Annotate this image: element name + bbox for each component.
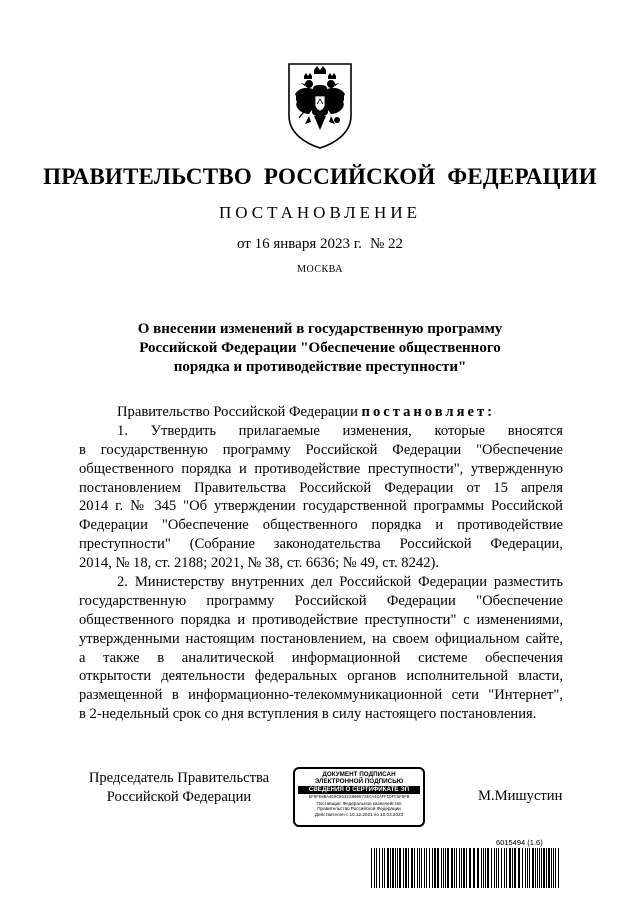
signatory-position [79, 769, 279, 807]
stamp-owner: Правительство Российской Федерации [317, 806, 401, 812]
heading-line: О внесении изменений в государственную программу [137, 321, 503, 337]
document-code: 6015494 (1.6) [496, 838, 543, 847]
paragraph-2-line: открытости деятельности федеральных органов исполнительной власти, [79, 668, 563, 685]
paragraph-2-line: в 2-недельный срок со дня вступления в силу настоящего постановления. [79, 706, 537, 723]
paragraph-2-line: а также в аналитической информационной системе обеспечения [79, 649, 563, 666]
coat-of-arms-emblem [285, 60, 355, 150]
paragraph-2-line: утвержденными настоящим постановлением, на своем официальном сайте, [79, 630, 563, 647]
double-headed-eagle-icon [285, 60, 355, 150]
preamble-verb: постановляет: [361, 404, 495, 420]
paragraph-2-line: государственную программу Российской Федерации "Обеспечение [79, 592, 563, 609]
signatory-position-line: Российской Федерации [106, 788, 252, 805]
document-date-line [0, 236, 640, 253]
barcode [371, 848, 561, 888]
paragraph-1-line: общественного порядка и противодействие преступности", утвержденную [79, 460, 563, 477]
document-number: № 22 [369, 236, 403, 252]
paragraph-1-line: преступности" (Собрание законодательства Российской Федерации, [79, 536, 563, 553]
paragraph-1-line: 2014, № 18, ст. 2188; 2021, № 38, ст. 6636; № 49, ст. 8242). [79, 555, 439, 572]
signatory-position-line: Председатель Правительства [88, 770, 270, 786]
heading-line: порядка и противодействие преступности" [173, 359, 467, 375]
stamp-validity: Действителен с 10.12.2021 по 10.03.2023 [314, 811, 404, 817]
paragraph-1-line: постановлением Правительства Российской Федерации от 15 апреля [79, 479, 563, 496]
paragraph-1-line: Федерации "Обеспечение общественного порядка и противодействие [79, 517, 563, 534]
paragraph-2-line: общественного порядка и противодействие преступности" с изменениями, [79, 611, 563, 628]
document-heading [80, 320, 560, 377]
paragraph-2-line: размещенной в информационно-телекоммуникационной сети "Интернет", [79, 687, 563, 704]
paragraph-1-line: 1. Утвердить прилагаемые изменения, которые вносятся [117, 422, 563, 439]
preamble-lead: Правительство Российской Федерации [117, 404, 358, 420]
stamp-serial: 5F0FE8BA4E9C55323800672ECA4CAFFCDFC5F5FB [308, 796, 410, 800]
stamp-line: ДОКУМЕНТ ПОДПИСАН [322, 771, 396, 778]
paragraph-1-line: в государственную программу Российской Федерации "Обеспечение [79, 441, 563, 458]
paragraph-1-line: 2014 г. № 345 "Об утверждении государственной программы Российской [79, 498, 563, 515]
stamp-line: ЭЛЕКТРОННОЙ ПОДПИСЬЮ [314, 778, 404, 785]
government-title: ПРАВИТЕЛЬСТВО РОССИЙСКОЙ ФЕДЕРАЦИИ [43, 164, 597, 189]
stamp-issuer: Поставщик: Федеральное казначейство [316, 801, 402, 806]
preamble [79, 403, 563, 422]
signer-name: М.Мишустин [478, 788, 563, 804]
e-signature-stamp [293, 767, 425, 827]
document-city: МОСКВА [297, 264, 343, 275]
document-body [79, 403, 563, 724]
document-type: ПОСТАНОВЛЕНИЕ [218, 203, 421, 222]
stamp-certificate-bar: СВЕДЕНИЯ О СЕРТИФИКАТЕ ЭП [298, 786, 420, 794]
barcode-icon [371, 848, 561, 888]
document-date: от 16 января 2023 г. [237, 236, 362, 252]
paragraph-2-line: 2. Министерству внутренних дел Российской Федерации разместить [117, 574, 563, 591]
heading-line: Российской Федерации "Обеспечение общественного [139, 340, 501, 356]
